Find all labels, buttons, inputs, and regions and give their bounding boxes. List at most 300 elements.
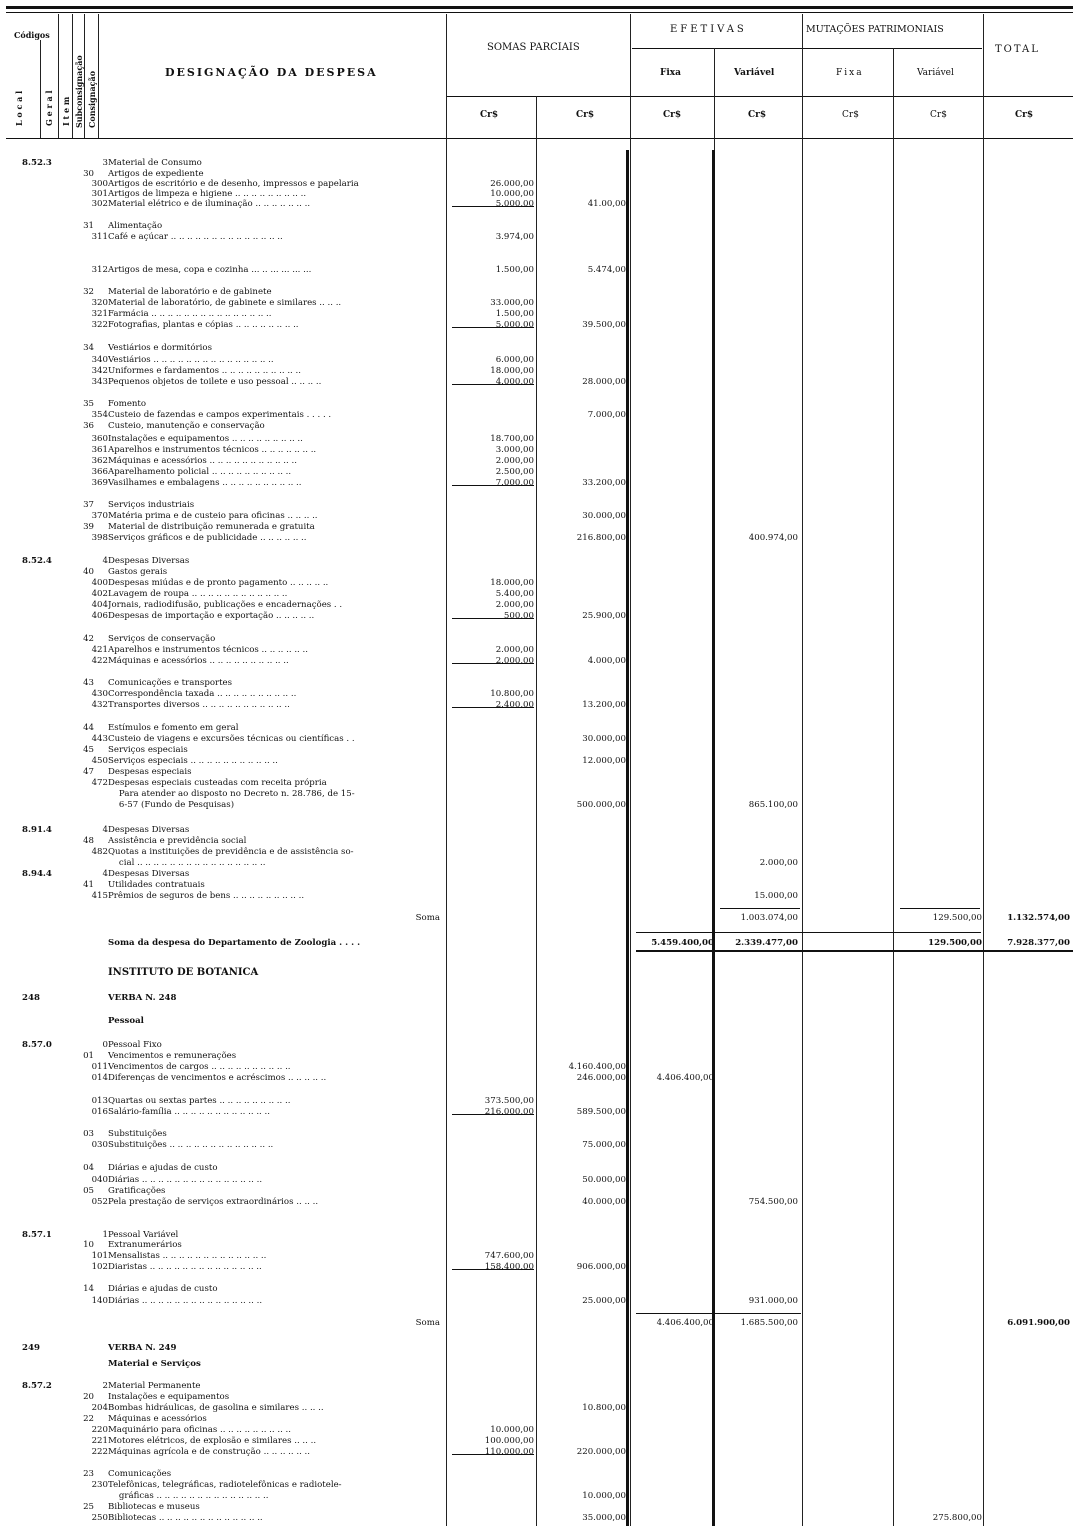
row-partial-sum-1: 2.000,00 <box>495 656 534 666</box>
table-row <box>0 511 1079 522</box>
row-efetiva-variavel: 400.974,00 <box>748 533 798 543</box>
row-local-code: 248 <box>22 993 40 1003</box>
row-geral-code: 41 <box>83 880 94 890</box>
row-description: Gratificações <box>108 1186 166 1196</box>
table-row <box>0 1163 1079 1174</box>
row-partial-sum-1: 10.000,00 <box>490 189 534 199</box>
table-row <box>0 421 1079 432</box>
row-item-code: 343 <box>91 377 108 387</box>
row-partial-sum-2: 220.000,00 <box>576 1447 626 1457</box>
row-description: 6-57 (Fundo de Pesquisas) <box>108 800 235 810</box>
row-description: Instalações e equipamentos .. .. .. .. .. .. .. .. .. <box>108 434 303 444</box>
row-description: Gastos gerais <box>108 567 168 577</box>
row-description: Aparelhos e instrumentos técnicos .. .. .. .. .. .. .. <box>108 445 317 455</box>
row-item-code: 406 <box>91 611 108 621</box>
table-row <box>0 1392 1079 1403</box>
row-description: Instalações e equipamentos <box>108 1392 230 1402</box>
row-geral-code: 23 <box>83 1469 94 1479</box>
table-row <box>0 199 1079 210</box>
row-description: Material de Consumo <box>108 158 202 168</box>
row-geral-code: 30 <box>83 169 94 179</box>
row-partial-sum-2: 906.000,00 <box>576 1262 626 1272</box>
row-description: Maquinário para oficinas .. .. .. .. .. .. .. .. .. <box>108 1425 292 1435</box>
row-mutacao-variavel: 129.500,00 <box>928 938 982 948</box>
row-local-code: 8.57.2 <box>22 1381 52 1391</box>
row-item-code: 140 <box>91 1296 108 1306</box>
row-description: Fomento <box>108 399 147 409</box>
table-row <box>0 500 1079 511</box>
table-row <box>0 377 1079 388</box>
row-description: Diárias .. .. .. .. .. .. .. .. .. .. .. .. .. .. .. <box>108 1175 263 1185</box>
row-description: Soma <box>415 1318 440 1328</box>
row-partial-sum-1: 10.000,00 <box>490 1425 534 1435</box>
table-row <box>0 1414 1079 1425</box>
table-row <box>0 1469 1079 1480</box>
row-description: Serviços industriais <box>108 500 195 510</box>
table-row <box>0 645 1079 656</box>
row-partial-sum-1: 216.000,00 <box>484 1107 534 1117</box>
table-row <box>0 399 1079 410</box>
row-efetiva-fixa: 4.406.400,00 <box>656 1073 714 1083</box>
row-description: INSTITUTO DE BOTÂNICA <box>108 967 259 978</box>
table-row <box>0 745 1079 756</box>
row-partial-sum-1: 100.000,00 <box>484 1436 534 1446</box>
row-description: Vestiários .. .. .. .. .. .. .. .. .. .. .. .. .. .. .. <box>108 355 274 365</box>
row-partial-sum-1: 3.000,00 <box>495 445 534 455</box>
row-description: Custeio de viagens e excursões técnicas ou científicas . . <box>108 734 355 744</box>
table-row <box>0 456 1079 467</box>
row-item-code: 320 <box>91 298 108 308</box>
row-description: Vencimentos de cargos .. .. .. .. .. .. .. .. .. .. <box>108 1062 291 1072</box>
row-geral-code: 22 <box>83 1414 94 1424</box>
header-local: L o c a l <box>14 90 24 126</box>
row-description: Despesas Diversas <box>108 825 190 835</box>
row-description: Custeio, manutenção e conservação <box>108 421 265 431</box>
row-item-code: 361 <box>91 445 108 455</box>
table-row <box>0 445 1079 456</box>
row-item-code: 300 <box>91 179 108 189</box>
row-geral-code: 36 <box>83 421 94 431</box>
row-item-code: 342 <box>91 366 108 376</box>
currency-label: Cr$ <box>842 110 859 120</box>
row-item-code: 312 <box>91 265 108 275</box>
row-partial-sum-2: 10.800,00 <box>582 1403 626 1413</box>
row-item-code: 101 <box>91 1251 108 1261</box>
row-description: Despesas de importação e exportação .. .. .. .. .. <box>108 611 315 621</box>
header-total: TOTAL <box>995 44 1040 55</box>
row-description: Comunicações e transportes <box>108 678 233 688</box>
row-description: Artigos de expediente <box>108 169 204 179</box>
row-description: Transportes diversos .. .. .. .. .. .. .. .. .. .. .. <box>108 700 290 710</box>
row-item-code: 016 <box>91 1107 108 1117</box>
row-description: Material e Serviços <box>108 1359 201 1369</box>
table-row <box>0 847 1079 858</box>
row-partial-sum-1: 158.400,00 <box>484 1262 534 1272</box>
table-row <box>0 1343 1079 1354</box>
table-row <box>0 1262 1079 1273</box>
header-mid-rule <box>632 48 982 49</box>
row-description: Despesas miúdas e de pronto pagamento .. .. .. .. .. <box>108 578 329 588</box>
header-efetivas: EFETIVAS <box>670 24 747 35</box>
row-partial-sum-1: 5.400,00 <box>495 589 534 599</box>
row-geral-code: 14 <box>83 1284 94 1294</box>
table-row <box>0 1140 1079 1151</box>
row-efetiva-variavel: 754.500,00 <box>748 1197 798 1207</box>
row-partial-sum-2: 25.900,00 <box>582 611 626 621</box>
row-item-code: 204 <box>91 1403 108 1413</box>
row-item-code: 415 <box>91 891 108 901</box>
header-item: I t e m <box>61 96 71 126</box>
row-item-code: 360 <box>91 434 108 444</box>
row-item-code: 432 <box>91 700 108 710</box>
row-description: Bombas hidráulicas, de gasolina e similares .. .. .. <box>108 1403 324 1413</box>
row-description: Aparelhamento policial .. .. .. .. .. .. .. .. .. .. <box>108 467 292 477</box>
row-item-code: 366 <box>91 467 108 477</box>
row-description: Material de distribuição remunerada e gratuita <box>108 522 315 532</box>
row-description: Farmácia .. .. .. .. .. .. .. .. .. .. .. .. .. .. .. <box>108 309 272 319</box>
row-description: Diárias .. .. .. .. .. .. .. .. .. .. .. .. .. .. .. <box>108 1296 263 1306</box>
row-geral-code: 48 <box>83 836 94 846</box>
row-description: Despesas especiais custeadas com receita própria <box>108 778 327 788</box>
row-description: Para atender ao disposto no Decreto n. 28.786, de 15- <box>108 789 355 799</box>
row-item-code: 398 <box>91 533 108 543</box>
table-row <box>0 533 1079 544</box>
row-description: Bibliotecas e museus <box>108 1502 200 1512</box>
row-partial-sum-1: 2.000,00 <box>495 456 534 466</box>
row-description: Diferenças de vencimentos e acréscimos .. .. .. .. .. <box>108 1073 327 1083</box>
table-row <box>0 634 1079 645</box>
row-partial-sum-2: 30.000,00 <box>582 734 626 744</box>
table-row <box>0 567 1079 578</box>
row-item-code: 430 <box>91 689 108 699</box>
row-partial-sum-1: 5.000,00 <box>495 199 534 209</box>
table-row <box>0 1186 1079 1197</box>
row-description: Artigos de limpeza e higiene .. .. .. .. .. .. .. .. .. <box>108 189 307 199</box>
row-item-code: 011 <box>91 1062 108 1072</box>
row-item-code: 3 <box>102 158 108 168</box>
header-codigos: Códigos <box>14 30 50 40</box>
row-description: Quartas ou sextas partes .. .. .. .. .. .. .. .. .. <box>108 1096 291 1106</box>
row-partial-sum-1: 500,00 <box>503 611 534 621</box>
row-geral-code: 04 <box>83 1163 94 1173</box>
sum-rule <box>636 932 981 933</box>
table-row <box>0 891 1079 902</box>
row-description: gráficas .. .. .. .. .. .. .. .. .. .. .. .. .. .. <box>108 1491 269 1501</box>
table-row <box>0 1425 1079 1436</box>
table-row <box>0 767 1079 778</box>
row-geral-code: 05 <box>83 1186 94 1196</box>
row-item-code: 030 <box>91 1140 108 1150</box>
row-description: Serviços especiais <box>108 745 188 755</box>
table-row <box>0 343 1079 354</box>
row-item-code: 4 <box>102 825 108 835</box>
table-row <box>0 1296 1079 1307</box>
row-partial-sum-1: 1.500,00 <box>495 265 534 275</box>
row-description: Utilidades contratuais <box>108 880 205 890</box>
table-row <box>0 309 1079 320</box>
row-item-code: 322 <box>91 320 108 330</box>
row-partial-sum-1: 7.000,00 <box>495 478 534 488</box>
header-designacao: DESIGNAÇÃO DA DESPESA <box>165 66 378 79</box>
table-row <box>0 434 1079 445</box>
row-partial-sum-2: 246.000,00 <box>576 1073 626 1083</box>
row-description: Correspondência taxada .. .. .. .. .. .. .. .. .. .. <box>108 689 297 699</box>
row-efetiva-variavel: 865.100,00 <box>748 800 798 810</box>
row-partial-sum-2: 30.000,00 <box>582 511 626 521</box>
row-item-code: 2 <box>102 1381 108 1391</box>
table-row <box>0 522 1079 533</box>
row-geral-code: 34 <box>83 343 94 353</box>
row-local-code: 249 <box>22 1343 40 1353</box>
row-description: VERBA N. 248 <box>108 993 177 1003</box>
table-row <box>0 1040 1079 1051</box>
table-row <box>0 1447 1079 1458</box>
col-line <box>84 14 85 138</box>
row-total: 7.928.377,00 <box>1007 938 1070 948</box>
row-description: Máquinas e acessórios <box>108 1414 207 1424</box>
row-description: Pessoal Fixo <box>108 1040 162 1050</box>
row-description: Pequenos objetos de toilete e uso pessoal .. .. .. .. <box>108 377 322 387</box>
row-partial-sum-1: 5.000,00 <box>495 320 534 330</box>
table-row <box>0 556 1079 567</box>
table-row <box>0 1107 1079 1118</box>
row-description: Serviços de conservação <box>108 634 216 644</box>
sum-rule <box>636 1313 801 1314</box>
table-row <box>0 800 1079 811</box>
sum-rule <box>636 950 1073 952</box>
row-description: Aparelhos e instrumentos técnicos .. .. .. .. .. .. <box>108 645 308 655</box>
row-efetiva-variavel: 2.339.477,00 <box>735 938 798 948</box>
table-row <box>0 1502 1079 1513</box>
table-row <box>0 656 1079 667</box>
col-line <box>40 40 41 138</box>
row-partial-sum-2: 589.500,00 <box>576 1107 626 1117</box>
row-item-code: 4 <box>102 556 108 566</box>
row-item-code: 321 <box>91 309 108 319</box>
row-description: Máquinas agrícola e de construção .. .. .. .. .. .. <box>108 1447 311 1457</box>
row-geral-code: 43 <box>83 678 94 688</box>
sum-rule <box>720 908 800 909</box>
row-efetiva-variavel: 1.003.074,00 <box>740 913 798 923</box>
row-description: Substituições <box>108 1129 167 1139</box>
table-row <box>0 578 1079 589</box>
table-row <box>0 700 1079 711</box>
sum-rule <box>900 908 980 909</box>
row-partial-sum-2: 4.000,00 <box>587 656 626 666</box>
row-item-code: 1 <box>102 1230 108 1240</box>
row-item-code: 472 <box>91 778 108 788</box>
header-geral: G e r a l <box>44 90 54 126</box>
row-mutacao-variavel: 275.800,00 <box>932 1513 982 1523</box>
table-row <box>0 1251 1079 1262</box>
row-description: Uniformes e fardamentos .. .. .. .. .. .. .. .. .. .. <box>108 366 301 376</box>
row-geral-code: 45 <box>83 745 94 755</box>
table-row <box>0 789 1079 800</box>
row-item-code: 250 <box>91 1513 108 1523</box>
table-row <box>0 1240 1079 1251</box>
row-description: Café e açúcar .. .. .. .. .. .. .. .. .. .. .. .. .. .. <box>108 232 283 242</box>
row-partial-sum-1: 2.000,00 <box>495 600 534 610</box>
row-partial-sum-1: 747.600,00 <box>484 1251 534 1261</box>
row-item-code: 443 <box>91 734 108 744</box>
row-item-code: 369 <box>91 478 108 488</box>
table-row <box>0 600 1079 611</box>
row-description: Máquinas e acessórios .. .. .. .. .. .. .. .. .. .. .. <box>108 456 297 466</box>
row-item-code: 404 <box>91 600 108 610</box>
row-item-code: 482 <box>91 847 108 857</box>
row-partial-sum-1: 26.000,00 <box>490 179 534 189</box>
row-description: cial .. .. .. .. .. .. .. .. .. .. .. .. .. .. .. .. <box>108 858 266 868</box>
row-item-code: 354 <box>91 410 108 420</box>
row-partial-sum-1: 2.400,00 <box>495 700 534 710</box>
table-row <box>0 880 1079 891</box>
header-somas-parciais: SOMAS PARCIAIS <box>487 42 580 53</box>
row-item-code: 370 <box>91 511 108 521</box>
row-description: Pessoal <box>108 1016 144 1026</box>
row-description: Extranumerários <box>108 1240 182 1250</box>
row-partial-sum-2: 28.000,00 <box>582 377 626 387</box>
row-description: Substituições .. .. .. .. .. .. .. .. .. .. .. .. .. <box>108 1140 274 1150</box>
currency-label: Cr$ <box>663 110 682 120</box>
row-total: 6.091.900,00 <box>1007 1318 1070 1328</box>
table-row <box>0 366 1079 377</box>
row-geral-code: 47 <box>83 767 94 777</box>
row-partial-sum-1: 3.974,00 <box>495 232 534 242</box>
table-row <box>0 1129 1079 1140</box>
table-row <box>0 589 1079 600</box>
row-description: Despesas Diversas <box>108 556 190 566</box>
row-local-code: 8.52.3 <box>22 158 52 168</box>
row-partial-sum-1: 2.500,00 <box>495 467 534 477</box>
table-row <box>0 1096 1079 1107</box>
table-row <box>0 355 1079 366</box>
table-row <box>0 1318 1079 1329</box>
table-row <box>0 1062 1079 1073</box>
row-item-code: 340 <box>91 355 108 365</box>
row-description: Serviços gráficos e de publicidade .. .. .. .. .. .. <box>108 533 307 543</box>
header-cur-rule <box>446 96 1073 97</box>
row-description: Diárias e ajudas de custo <box>108 1284 218 1294</box>
row-geral-code: 25 <box>83 1502 94 1512</box>
table-row <box>0 938 1079 949</box>
row-partial-sum-2: 75.000,00 <box>582 1140 626 1150</box>
row-description: Artigos de escritório e de desenho, impressos e papelaria <box>108 179 359 189</box>
row-local-code: 8.52.4 <box>22 556 52 566</box>
row-geral-code: 39 <box>83 522 94 532</box>
table-row <box>0 1359 1079 1370</box>
row-partial-sum-1: 6.000,00 <box>495 355 534 365</box>
row-item-code: 013 <box>91 1096 108 1106</box>
table-row <box>0 1491 1079 1502</box>
row-item-code: 362 <box>91 456 108 466</box>
row-description: Diárias e ajudas de custo <box>108 1163 218 1173</box>
currency-label: Cr$ <box>748 110 767 120</box>
row-local-code: 8.57.1 <box>22 1230 52 1240</box>
row-description: Vestiários e dormitórios <box>108 343 212 353</box>
row-item-code: 400 <box>91 578 108 588</box>
table-row <box>0 1175 1079 1186</box>
row-item-code: 221 <box>91 1436 108 1446</box>
table-row <box>0 993 1079 1004</box>
row-item-code: 301 <box>91 189 108 199</box>
row-geral-code: 32 <box>83 287 94 297</box>
row-description: Diaristas .. .. .. .. .. .. .. .. .. .. .. .. .. .. <box>108 1262 262 1272</box>
table-row <box>0 778 1079 789</box>
table-row <box>0 756 1079 767</box>
row-local-code: 8.57.0 <box>22 1040 52 1050</box>
row-description: Máquinas e acessórios .. .. .. .. .. .. .. .. .. .. <box>108 656 289 666</box>
table-row <box>0 1197 1079 1208</box>
table-row <box>0 967 1079 978</box>
table-row <box>0 689 1079 700</box>
row-description: Bibliotecas .. .. .. .. .. .. .. .. .. .. .. .. .. <box>108 1513 263 1523</box>
row-partial-sum-1: 33.000,00 <box>490 298 534 308</box>
row-item-code: 0 <box>102 1040 108 1050</box>
table-row <box>0 221 1079 232</box>
row-description: Estímulos e fomento em geral <box>108 723 239 733</box>
table-row <box>0 298 1079 309</box>
table-row <box>0 611 1079 622</box>
row-description: Telefônicas, telegráficas, radiotelefônicas e radiotele- <box>108 1480 342 1490</box>
row-item-code: 422 <box>91 656 108 666</box>
row-partial-sum-2: 216.800,00 <box>576 533 626 543</box>
top-rule <box>6 6 1073 9</box>
row-efetiva-variavel: 1.685.500,00 <box>740 1318 798 1328</box>
row-partial-sum-2: 50.000,00 <box>582 1175 626 1185</box>
row-description: Pela prestação de serviços extraordinários .. .. .. <box>108 1197 319 1207</box>
row-item-code: 450 <box>91 756 108 766</box>
row-partial-sum-2: 7.000,00 <box>587 410 626 420</box>
row-description: Despesas Diversas <box>108 869 190 879</box>
row-partial-sum-2: 12.000,00 <box>582 756 626 766</box>
row-description: Pessoal Variável <box>108 1230 179 1240</box>
row-description: Mensalistas .. .. .. .. .. .. .. .. .. .. .. .. .. <box>108 1251 267 1261</box>
row-partial-sum-1: 18.700,00 <box>490 434 534 444</box>
row-geral-code: 44 <box>83 723 94 733</box>
table-row <box>0 478 1079 489</box>
row-partial-sum-2: 5.474,00 <box>587 265 626 275</box>
header-bottom-rule <box>6 138 1073 139</box>
table-row <box>0 1016 1079 1027</box>
row-partial-sum-2: 40.000,00 <box>582 1197 626 1207</box>
row-item-code: 230 <box>91 1480 108 1490</box>
row-description: Lavagem de roupa .. .. .. .. .. .. .. .. .. .. .. .. <box>108 589 288 599</box>
row-efetiva-variavel: 2.000,00 <box>759 858 798 868</box>
row-item-code: 102 <box>91 1262 108 1272</box>
currency-label: Cr$ <box>930 110 947 120</box>
header-fixa: Fixa <box>660 68 682 78</box>
row-description: Despesas especiais <box>108 767 192 777</box>
row-description: Material elétrico e de iluminação .. .. .. .. .. .. .. <box>108 199 311 209</box>
table-row <box>0 1381 1079 1392</box>
row-local-code: 8.91.4 <box>22 825 52 835</box>
table-row <box>0 287 1079 298</box>
row-description: Comunicações <box>108 1469 172 1479</box>
row-partial-sum-2: 13.200,00 <box>582 700 626 710</box>
header-variavel: Variável <box>734 68 775 78</box>
row-efetiva-variavel: 15.000,00 <box>754 891 798 901</box>
row-item-code: 014 <box>91 1073 108 1083</box>
row-description: Custeio de fazendas e campos experimentais . . . . . <box>108 410 332 420</box>
row-geral-code: 35 <box>83 399 94 409</box>
row-partial-sum-1: 10.800,00 <box>490 689 534 699</box>
col-line <box>98 14 99 138</box>
table-row <box>0 1480 1079 1491</box>
row-description: Artigos de mesa, copa e cozinha ... .. ... ... ... ... <box>108 265 312 275</box>
row-partial-sum-1: 18.000,00 <box>490 578 534 588</box>
row-item-code: 4 <box>102 869 108 879</box>
col-line <box>58 14 59 138</box>
